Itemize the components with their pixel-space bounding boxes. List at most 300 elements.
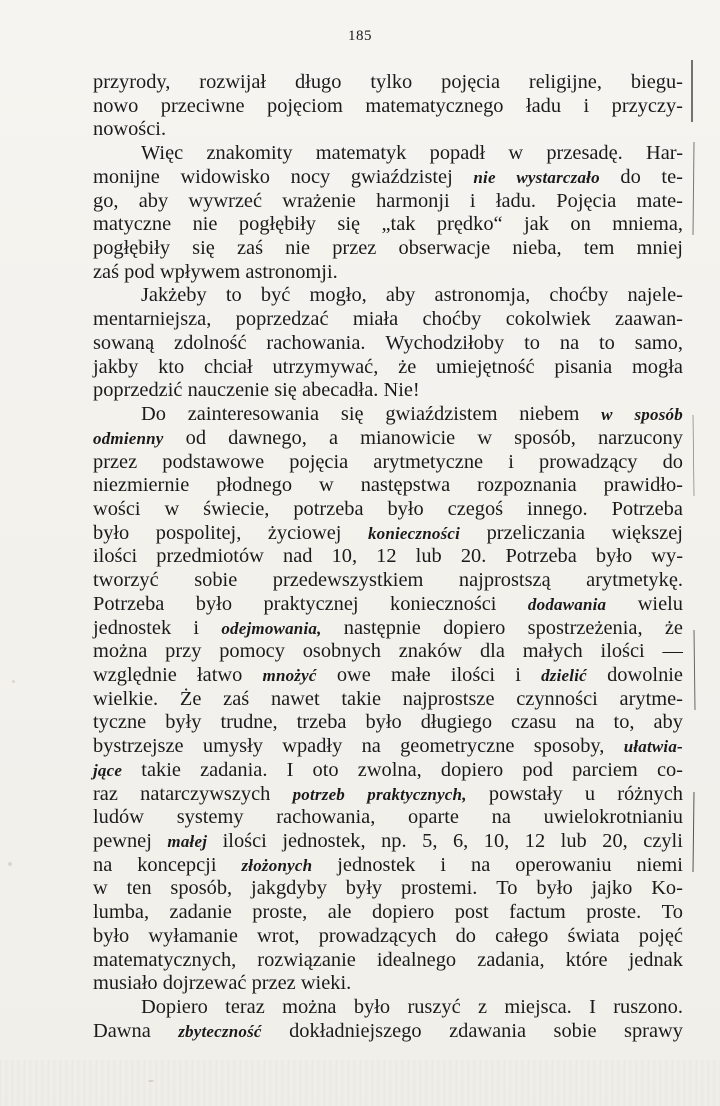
- word: następnie: [343, 616, 421, 639]
- word: wości: [93, 497, 141, 520]
- word: się: [192, 237, 215, 260]
- text-line: [93, 1020, 683, 1044]
- word: to: [524, 331, 540, 354]
- word: do: [662, 450, 683, 473]
- word: zainteresowania: [187, 403, 320, 426]
- text-line: [93, 996, 683, 1020]
- word: przeliczania: [486, 521, 586, 544]
- text-line: [93, 545, 683, 569]
- word: zadanie: [169, 901, 232, 924]
- word: sobie: [553, 1019, 597, 1042]
- word: jakby: [93, 355, 139, 378]
- word: Dopiero: [141, 996, 208, 1019]
- word: ilości: [93, 545, 138, 568]
- word: go,: [93, 189, 119, 212]
- word: prowadzących: [318, 924, 437, 947]
- word: i: [508, 450, 514, 473]
- word: sprawy: [624, 1019, 683, 1042]
- word: sposoby,: [533, 735, 605, 758]
- word: trzeba: [296, 711, 347, 734]
- word: lub: [560, 830, 587, 852]
- word: popadł: [429, 142, 486, 165]
- text-line: [93, 711, 683, 735]
- word: ruszono.: [613, 996, 683, 1019]
- word: wielkie.: [93, 687, 159, 710]
- word: co-: [656, 758, 683, 781]
- word: małych: [522, 640, 583, 663]
- body-text: [93, 71, 683, 1043]
- word: post: [454, 901, 489, 924]
- word: czegoś: [447, 497, 504, 520]
- word: 20,: [602, 830, 628, 852]
- word: było: [93, 924, 130, 947]
- word: gwiaździstej: [350, 165, 453, 188]
- word: w: [477, 426, 493, 449]
- word: aby: [138, 189, 169, 212]
- word: factum: [509, 901, 566, 924]
- text-line: [93, 498, 683, 522]
- word: tylko: [370, 71, 413, 93]
- margin-annotation-marks: [688, 60, 708, 1060]
- word: biegu-: [630, 71, 683, 93]
- word: konieczności: [390, 592, 497, 615]
- word: ten: [126, 877, 152, 900]
- word: Dawna: [93, 1019, 151, 1042]
- word: sobie: [194, 569, 238, 592]
- word: przesadę.: [546, 142, 623, 165]
- word: sposób,: [514, 426, 576, 449]
- emphasized-word: dodawania: [527, 594, 607, 614]
- word: innego.: [527, 497, 588, 520]
- word: on: [570, 213, 591, 236]
- word: zdawania: [449, 1019, 527, 1042]
- word: najprostsze: [402, 687, 495, 710]
- word: Wychodziłoby: [385, 331, 505, 354]
- word: nawet: [270, 687, 320, 710]
- word: że: [398, 355, 417, 378]
- word: uwielokrotnianiu: [543, 806, 683, 829]
- word: widowisko: [180, 165, 270, 188]
- word: długiego: [420, 711, 493, 734]
- word: to,: [613, 711, 635, 734]
- word: ładu.: [495, 189, 537, 212]
- word: nie: [192, 213, 218, 236]
- word: względnie: [93, 663, 177, 686]
- word: życiowej: [267, 521, 342, 544]
- word: można: [93, 640, 148, 663]
- word: bystrzejsze: [93, 735, 184, 758]
- word: dawnego,: [228, 426, 307, 449]
- text-line: [93, 949, 683, 973]
- word: rozwijał: [199, 71, 267, 93]
- text-line: [93, 759, 683, 783]
- text-line: [93, 332, 683, 356]
- word: pogłębiły: [238, 213, 316, 236]
- word: samo,: [634, 331, 683, 354]
- word: Potrzeba: [611, 497, 683, 520]
- text-line: [93, 877, 683, 901]
- emphasized-word: złożonych: [241, 855, 313, 875]
- text-line: [93, 783, 683, 807]
- emphasized-word: praktycznych,: [367, 784, 467, 804]
- word: jednak: [628, 948, 683, 971]
- text-line: [93, 901, 683, 925]
- word: następstwa: [360, 474, 451, 497]
- word: w: [508, 142, 524, 165]
- word: przez: [332, 237, 377, 260]
- word: łatwo: [197, 663, 243, 686]
- word: i: [469, 189, 476, 212]
- word: Że: [179, 687, 202, 710]
- word: te-: [661, 165, 683, 188]
- text-line: [93, 284, 683, 308]
- word: zadania.: [200, 758, 268, 781]
- page-number: 185: [348, 28, 372, 44]
- text-line: [93, 142, 683, 166]
- word: religijne,: [528, 71, 602, 93]
- word: przez: [93, 450, 138, 473]
- word: owe: [336, 663, 371, 686]
- word: „tak: [381, 213, 416, 236]
- word: umysły: [202, 735, 263, 758]
- word: raz: [93, 782, 118, 805]
- word: zadania,: [477, 948, 545, 971]
- word: i: [193, 616, 200, 639]
- word: się: [337, 213, 361, 236]
- word: proste.: [586, 901, 642, 924]
- word: choćby: [422, 308, 482, 331]
- word: dowolnie: [607, 663, 683, 686]
- word: trudne,: [220, 711, 278, 734]
- text-line: [93, 617, 683, 641]
- word: pojęciom: [267, 94, 343, 117]
- word: miała: [352, 308, 399, 331]
- word: prędko“: [436, 213, 503, 236]
- text-line: [93, 118, 683, 142]
- word: Har-: [646, 142, 683, 165]
- word: z: [478, 996, 488, 1019]
- word: wrot,: [257, 924, 300, 947]
- word: osobnych: [302, 640, 381, 663]
- word: 12: [376, 545, 397, 568]
- text-line: [93, 166, 683, 190]
- word: nie: [285, 237, 311, 260]
- word: I: [589, 996, 596, 1019]
- word: przyrody,: [93, 71, 171, 93]
- word: chciał: [203, 355, 253, 378]
- word: 6,: [452, 830, 469, 852]
- word: ludów: [93, 806, 144, 829]
- word: na: [361, 735, 381, 758]
- text-line: [93, 356, 683, 380]
- word: 5,: [422, 830, 438, 852]
- word: takie: [341, 687, 382, 710]
- word: tworzyć: [93, 569, 159, 592]
- word: takie: [141, 758, 181, 781]
- word: w: [164, 497, 180, 520]
- word: jak: [524, 213, 549, 236]
- word: podstawowe: [162, 450, 265, 473]
- word: przyczy-: [611, 94, 683, 117]
- word: tem: [583, 237, 615, 260]
- emphasized-word: sposób: [634, 405, 683, 425]
- word: niezmiernie: [93, 474, 190, 497]
- word: astronomji.: [245, 260, 338, 283]
- emphasized-word: nie: [473, 167, 496, 187]
- word: całego: [495, 924, 549, 947]
- word: i: [583, 94, 590, 117]
- text-line: [93, 735, 683, 759]
- scan-grain: [0, 1060, 720, 1106]
- word: nowości.: [93, 118, 167, 141]
- word: zwolna,: [357, 758, 422, 781]
- word: np.: [381, 830, 407, 852]
- word: można: [282, 996, 337, 1019]
- word: do: [455, 924, 476, 947]
- word: czasu: [511, 711, 557, 734]
- word: oto: [312, 758, 339, 781]
- text-line: [93, 664, 683, 688]
- text-line: [93, 237, 683, 261]
- emphasized-word: potrzeb: [292, 784, 346, 804]
- emphasized-word: zbyteczność: [178, 1021, 262, 1041]
- word: było: [195, 592, 233, 615]
- word: to: [225, 284, 242, 307]
- word: matematycznych,: [93, 948, 237, 971]
- word: pogłębiły: [93, 237, 171, 260]
- word: płodnego: [216, 474, 293, 497]
- emphasized-word: ułatwia-: [623, 737, 683, 757]
- word: Więc: [141, 142, 184, 165]
- word: przeciwne: [160, 94, 245, 117]
- word: nad: [283, 545, 313, 568]
- word: 12: [524, 830, 546, 852]
- text-line: [93, 451, 683, 475]
- word: matyczne: [93, 213, 172, 236]
- word: do: [620, 165, 641, 188]
- word: długo: [294, 71, 342, 93]
- word: pisania: [554, 355, 613, 378]
- word: mogła: [631, 355, 683, 378]
- word: znakomity: [206, 142, 293, 165]
- word: to: [599, 331, 615, 354]
- word: u: [584, 782, 596, 805]
- text-line: [93, 569, 683, 593]
- word: różnych: [617, 782, 683, 805]
- word: sposób,: [170, 877, 233, 900]
- word: znaków: [398, 640, 463, 663]
- word: rozpoznania: [477, 474, 577, 497]
- word: przedmiotów: [156, 545, 264, 568]
- word: przy: [165, 640, 202, 663]
- word: poprzedzić: [93, 379, 183, 402]
- word: pojęcia: [289, 450, 349, 473]
- word: umiejętność: [436, 355, 535, 378]
- word: arytme-: [619, 687, 683, 710]
- word: dokładniejszego: [289, 1019, 422, 1042]
- word: kto: [158, 355, 185, 378]
- text-line: [93, 95, 683, 119]
- word: pod: [522, 758, 553, 781]
- word: od: [185, 426, 207, 449]
- word: lumba,: [93, 901, 150, 924]
- word: na: [491, 806, 511, 829]
- word: niemi: [636, 853, 683, 876]
- word: lub: [415, 545, 442, 568]
- word: było: [365, 711, 402, 734]
- word: pewnej: [93, 830, 152, 852]
- word: większej: [611, 521, 683, 544]
- emphasized-word: jące: [93, 760, 123, 780]
- word: wieki.: [300, 972, 352, 995]
- word: nocy: [290, 165, 331, 188]
- text-line: [93, 830, 683, 854]
- text-line: [93, 71, 683, 95]
- word: małe: [391, 663, 431, 686]
- word: jednostek: [93, 616, 172, 639]
- word: 20.: [460, 545, 487, 568]
- word: potrzeba: [293, 497, 364, 520]
- word: mianowicie: [360, 426, 456, 449]
- word: ilości: [450, 663, 496, 686]
- word: się: [274, 379, 297, 402]
- text-line: [93, 190, 683, 214]
- text-line: [93, 806, 683, 830]
- word: zaawan-: [615, 308, 683, 331]
- scan-speck: [12, 680, 15, 683]
- word: mentarniejsza,: [93, 308, 212, 331]
- text-line: [93, 593, 683, 617]
- word: mniema,: [612, 213, 683, 236]
- word: pojęcia: [441, 71, 501, 93]
- word: mogło,: [309, 284, 367, 307]
- text-line: [93, 261, 683, 285]
- word: wpływem: [159, 260, 241, 283]
- word: Potrzeba: [505, 545, 577, 568]
- word: prawidło-: [603, 474, 683, 497]
- word: 10,: [331, 545, 358, 568]
- word: arytmetyczne: [373, 450, 484, 473]
- word: Do: [141, 403, 166, 426]
- word: Pojęcia: [556, 189, 617, 212]
- word: proste,: [252, 901, 308, 924]
- text-line: [93, 308, 683, 332]
- word: narzucony: [597, 426, 683, 449]
- word: na: [559, 331, 580, 354]
- emphasized-word: odmienny: [93, 428, 164, 448]
- text-line: [93, 522, 683, 546]
- word: jajko: [591, 877, 633, 900]
- word: zdolność: [174, 331, 247, 354]
- word: się: [340, 403, 364, 426]
- word: systemy: [176, 806, 244, 829]
- word: Potrzeba: [93, 592, 165, 615]
- word: pod: [124, 260, 155, 283]
- word: i: [515, 663, 521, 686]
- word: nowo: [93, 94, 139, 117]
- word: harmonji: [376, 189, 450, 212]
- word: jednostek,: [282, 830, 366, 852]
- word: ilości: [600, 640, 645, 663]
- text-line: [93, 427, 683, 451]
- word: koncepcji: [137, 853, 217, 876]
- word: miejsca.: [504, 996, 572, 1019]
- word: dopiero: [443, 616, 506, 639]
- word: zaś: [93, 260, 120, 283]
- word: czynności: [516, 687, 598, 710]
- word: jednostek: [337, 853, 416, 876]
- word: dla: [479, 640, 505, 663]
- text-line: [93, 640, 683, 664]
- word: geometryczne: [400, 735, 515, 758]
- word: na: [93, 853, 113, 876]
- word: przez: [251, 972, 296, 995]
- word: aby: [385, 284, 416, 307]
- word: były: [165, 711, 202, 734]
- word: na: [471, 853, 491, 876]
- word: spostrzeżenia,: [527, 616, 643, 639]
- emphasized-word: dzielić: [541, 665, 587, 685]
- word: obserwacje: [398, 237, 491, 260]
- word: aby: [653, 711, 683, 734]
- word: Jakżeby: [141, 284, 207, 307]
- word: dojrzewać: [162, 972, 247, 995]
- word: sowaną: [93, 331, 155, 354]
- word: było: [387, 497, 424, 520]
- word: arytmetykę.: [586, 569, 683, 592]
- word: Nie!: [383, 379, 420, 402]
- text-line: [93, 474, 683, 498]
- word: najprostszą: [458, 569, 551, 592]
- word: powstały: [488, 782, 563, 805]
- word: były: [345, 877, 383, 900]
- word: Ko-: [651, 877, 683, 900]
- word: To: [661, 901, 683, 924]
- word: musiało: [93, 972, 158, 995]
- word: cokolwiek: [505, 308, 591, 331]
- emphasized-word: małej: [167, 832, 208, 851]
- word: teraz: [225, 996, 265, 1019]
- word: matematyk: [315, 142, 407, 165]
- word: natarczywszych: [140, 782, 271, 805]
- word: które: [565, 948, 608, 971]
- word: astronomja,: [434, 284, 531, 307]
- word: jakgdyby: [251, 877, 327, 900]
- word: nauczenie: [187, 379, 270, 402]
- word: nieba,: [512, 237, 562, 260]
- word: wy-: [651, 545, 683, 568]
- word: mniej: [636, 237, 683, 260]
- text-line: [93, 972, 683, 996]
- word: a: [328, 426, 338, 449]
- word: prowadzący: [539, 450, 638, 473]
- word: w: [93, 877, 108, 900]
- word: ale: [327, 901, 352, 924]
- word: idealnego: [376, 948, 457, 971]
- text-line: [93, 854, 683, 878]
- word: rachowania,: [276, 806, 376, 829]
- word: oparte: [408, 806, 459, 829]
- word: gwiaździstem: [385, 403, 498, 426]
- word: pomocy: [219, 640, 285, 663]
- word: prostemi.: [400, 877, 478, 900]
- word: matematycznego: [365, 94, 504, 117]
- text-line: [93, 213, 683, 237]
- word: wielu: [637, 592, 683, 615]
- text-line: [93, 379, 683, 403]
- word: rozwiązanie: [257, 948, 356, 971]
- word: utrzymywać,: [272, 355, 379, 378]
